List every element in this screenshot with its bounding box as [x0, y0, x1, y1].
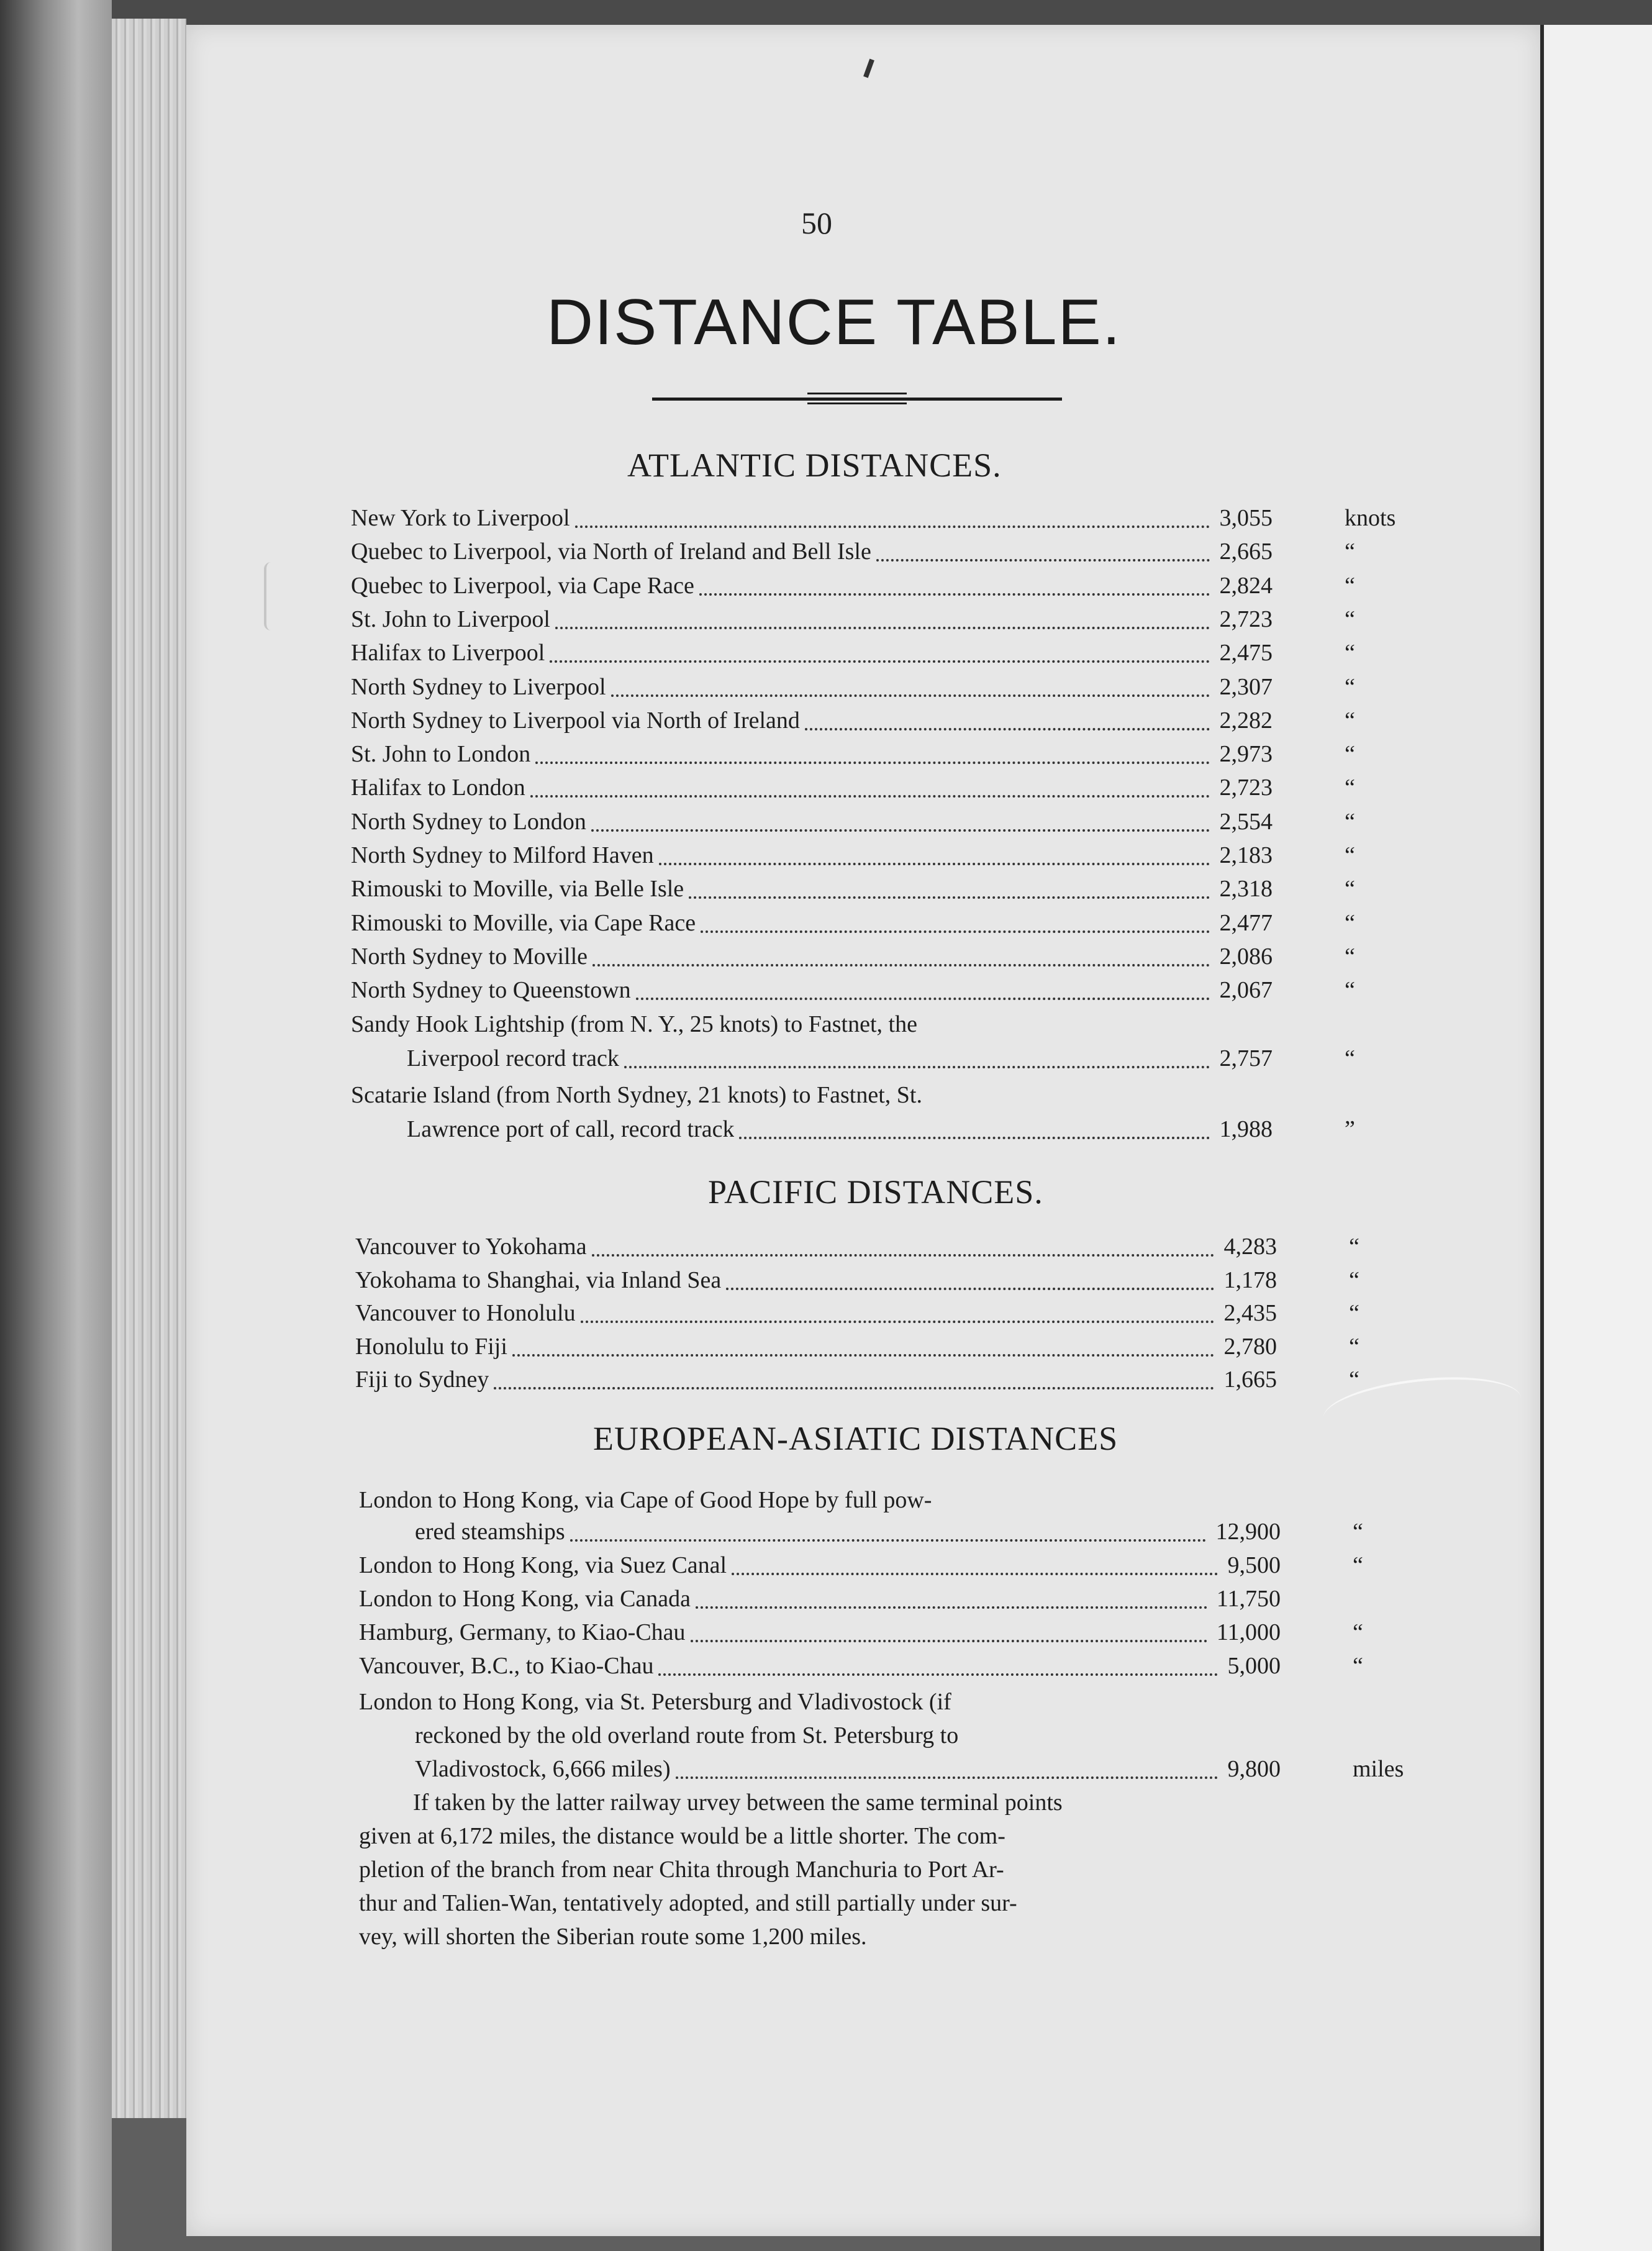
- pacific-row: [355, 1266, 1359, 1299]
- atlantic-row: [351, 943, 1355, 975]
- adjacent-page-strip: [1540, 25, 1652, 2251]
- distance-value: 12,900: [1215, 1519, 1281, 1545]
- atlantic-row: [351, 909, 1355, 942]
- distance-value: 2,554: [1219, 808, 1273, 835]
- route-name: North Sydney to Queenstown: [351, 977, 631, 1004]
- route-name: Lawrence port of call, record track: [407, 1116, 735, 1142]
- distance-unit: “: [1345, 775, 1355, 801]
- route-name: Vladivostock, 6,666 miles): [415, 1756, 671, 1782]
- distance-value: 2,723: [1219, 606, 1273, 632]
- distance-value: 2,282: [1219, 707, 1273, 734]
- route-name: North Sydney to Liverpool via North of Ireland: [351, 707, 800, 734]
- distance-value: 1,665: [1223, 1367, 1277, 1393]
- dot-leader: [535, 758, 1210, 764]
- route-name: North Sydney to London: [351, 808, 586, 835]
- note-line: vey, will shorten the Siberian route some 1,200 miles.: [359, 1924, 867, 1950]
- distance-value: 2,757: [1219, 1045, 1273, 1071]
- euro-asiatic-row: [359, 1552, 1363, 1584]
- dot-leader: [591, 825, 1210, 832]
- pacific-heading: PACIFIC DISTANCES.: [708, 1173, 1043, 1211]
- route-name: North Sydney to Milford Haven: [351, 842, 654, 868]
- euro-asiatic-heading: EUROPEAN-ASIATIC DISTANCES: [593, 1420, 1119, 1457]
- dot-leader: [726, 1284, 1214, 1290]
- distance-unit: “: [1345, 808, 1355, 835]
- note-line: given at 6,172 miles, the distance would be a little shorter. The com-: [359, 1823, 1005, 1849]
- dot-leader: [581, 1317, 1214, 1323]
- dot-leader: [592, 1250, 1214, 1257]
- distance-value: 2,086: [1219, 943, 1273, 970]
- distance-unit: “: [1349, 1333, 1359, 1360]
- dot-leader: [732, 1569, 1218, 1575]
- atlantic-row: [351, 774, 1355, 806]
- dot-leader: [659, 859, 1210, 865]
- dot-leader: [658, 1670, 1218, 1676]
- route-name: Honolulu to Fiji: [355, 1333, 507, 1360]
- scatarie-line1: Scatarie Island (from North Sydney, 21 knots) to Fastnet, St.: [351, 1082, 922, 1108]
- dot-leader: [592, 960, 1210, 966]
- title-rule: [652, 398, 1062, 422]
- dot-leader: [701, 927, 1210, 933]
- route-name: ered steamships: [415, 1519, 565, 1545]
- distance-unit: “: [1349, 1266, 1359, 1293]
- route-name: Quebec to Liverpool, via North of Ireland and Bell Isle: [351, 539, 871, 565]
- distance-unit: “: [1345, 943, 1355, 970]
- distance-unit: “: [1353, 1519, 1363, 1545]
- atlantic-row: [351, 808, 1355, 840]
- atlantic-row: [351, 976, 1355, 1009]
- euro-asiatic-row: [359, 1585, 1281, 1617]
- distance-unit: “: [1345, 673, 1355, 700]
- atlantic-row: [351, 875, 1355, 907]
- distance-unit: “: [1345, 741, 1355, 768]
- siberian-line1: London to Hong Kong, via St. Petersburg and Vladivostock (if: [359, 1689, 951, 1715]
- page-number: 50: [801, 206, 832, 240]
- distance-value: 11,750: [1216, 1586, 1281, 1612]
- dot-leader: [494, 1383, 1214, 1389]
- siberian-row: [359, 1755, 1404, 1788]
- atlantic-row: [351, 842, 1355, 874]
- distance-value: 11,000: [1216, 1619, 1281, 1645]
- scatarie-row: [351, 1116, 1355, 1148]
- atlantic-heading: ATLANTIC DISTANCES.: [627, 447, 1002, 484]
- atlantic-row: [351, 572, 1355, 604]
- distance-unit: “: [1349, 1300, 1359, 1326]
- atlantic-row: [351, 538, 1355, 570]
- dot-leader: [555, 623, 1210, 629]
- margin-mark: [264, 562, 278, 630]
- pacific-row: [355, 1333, 1359, 1365]
- distance-unit: “: [1349, 1367, 1359, 1393]
- distance-value: 2,973: [1219, 741, 1273, 768]
- route-name: Rimouski to Moville, via Cape Race: [351, 909, 696, 936]
- note-line: thur and Talien-Wan, tentatively adopted, and still partially under sur-: [359, 1890, 1017, 1916]
- route-name: Halifax to London: [351, 775, 525, 801]
- atlantic-row: [351, 707, 1355, 739]
- route-name: St. John to London: [351, 741, 531, 768]
- distance-unit: knots: [1345, 505, 1396, 531]
- route-name: Quebec to Liverpool, via Cape Race: [351, 572, 694, 599]
- euro-asiatic-row: [359, 1652, 1363, 1685]
- atlantic-row: [351, 606, 1355, 638]
- distance-value: 3,055: [1219, 505, 1273, 531]
- distance-value: 2,318: [1219, 876, 1273, 903]
- dot-leader: [575, 522, 1210, 528]
- scan-border-top: [0, 0, 1652, 25]
- route-name: Liverpool record track: [407, 1045, 619, 1071]
- distance-value: 2,307: [1219, 673, 1273, 700]
- distance-unit: “: [1345, 977, 1355, 1004]
- route-name: Fiji to Sydney: [355, 1367, 489, 1393]
- distance-value: 2,665: [1219, 539, 1273, 565]
- distance-unit: “: [1349, 1234, 1359, 1260]
- cape-row: [359, 1518, 1363, 1550]
- distance-unit: “: [1345, 842, 1355, 868]
- dot-leader: [611, 691, 1210, 697]
- route-name: North Sydney to Moville: [351, 943, 588, 970]
- atlantic-row: [351, 740, 1355, 773]
- route-name: St. John to Liverpool: [351, 606, 550, 632]
- dot-leader: [739, 1133, 1210, 1139]
- atlantic-row: [351, 673, 1355, 706]
- distance-unit: “: [1345, 1045, 1355, 1071]
- page-title: DISTANCE TABLE.: [547, 286, 1122, 358]
- distance-value: 4,283: [1223, 1234, 1277, 1260]
- distance-value: 2,824: [1219, 572, 1273, 599]
- book-page-edges: [112, 19, 186, 2118]
- dot-leader: [689, 893, 1210, 899]
- distance-value: 9,500: [1227, 1552, 1281, 1578]
- route-name: Rimouski to Moville, via Belle Isle: [351, 876, 684, 903]
- distance-unit: ”: [1345, 1116, 1355, 1142]
- distance-value: 2,067: [1219, 977, 1273, 1004]
- dot-leader: [691, 1636, 1207, 1642]
- route-name: New York to Liverpool: [351, 505, 570, 531]
- dot-leader: [550, 657, 1210, 663]
- sandy-hook-row: [351, 1045, 1355, 1077]
- route-name: London to Hong Kong, via Canada: [359, 1586, 691, 1612]
- atlantic-row: [351, 504, 1396, 537]
- distance-unit: “: [1345, 640, 1355, 666]
- distance-unit: “: [1345, 539, 1355, 565]
- siberian-line2: reckoned by the old overland route from St. Petersburg to: [415, 1722, 959, 1749]
- pacific-row: [355, 1233, 1359, 1265]
- route-name: Yokohama to Shanghai, via Inland Sea: [355, 1266, 722, 1293]
- distance-unit: miles: [1353, 1756, 1404, 1782]
- dot-leader: [636, 994, 1210, 1000]
- distance-unit: “: [1345, 572, 1355, 599]
- sandy-hook-line1: Sandy Hook Lightship (from N. Y., 25 knots) to Fastnet, the: [351, 1011, 917, 1037]
- dot-leader: [512, 1350, 1214, 1357]
- dot-leader: [699, 589, 1210, 596]
- dot-leader: [624, 1062, 1210, 1068]
- dot-leader: [530, 791, 1210, 798]
- distance-value: 2,780: [1223, 1333, 1277, 1360]
- distance-unit: “: [1353, 1552, 1363, 1578]
- distance-value: 2,183: [1219, 842, 1273, 868]
- distance-unit: “: [1345, 606, 1355, 632]
- cape-line1: London to Hong Kong, via Cape of Good Hope by full pow-: [359, 1487, 932, 1513]
- distance-value: 5,000: [1227, 1653, 1281, 1679]
- dot-leader: [876, 555, 1210, 562]
- atlantic-row: [351, 639, 1355, 671]
- distance-value: 9,800: [1227, 1756, 1281, 1782]
- distance-unit: “: [1345, 909, 1355, 936]
- route-name: Vancouver to Honolulu: [355, 1300, 576, 1326]
- distance-value: 2,475: [1219, 640, 1273, 666]
- scan-border-left: [0, 0, 112, 2251]
- distance-unit: “: [1345, 707, 1355, 734]
- distance-value: 2,477: [1219, 909, 1273, 936]
- route-name: London to Hong Kong, via Suez Canal: [359, 1552, 727, 1578]
- distance-value: 1,178: [1223, 1266, 1277, 1293]
- distance-unit: “: [1353, 1653, 1363, 1679]
- distance-value: 2,435: [1223, 1300, 1277, 1326]
- distance-value: 2,723: [1219, 775, 1273, 801]
- dot-leader: [676, 1773, 1218, 1779]
- dot-leader: [805, 724, 1210, 730]
- note-line: If taken by the latter railway urvey between the same terminal points: [413, 1789, 1063, 1816]
- dot-leader: [696, 1603, 1207, 1609]
- dot-leader: [570, 1535, 1206, 1542]
- distance-unit: “: [1353, 1619, 1363, 1645]
- pacific-row: [355, 1366, 1359, 1398]
- pacific-row: [355, 1299, 1359, 1332]
- distance-value: 1,988: [1219, 1116, 1273, 1142]
- euro-asiatic-row: [359, 1619, 1363, 1651]
- note-line: pletion of the branch from near Chita through Manchuria to Port Ar-: [359, 1857, 1004, 1883]
- route-name: Vancouver to Yokohama: [355, 1234, 587, 1260]
- distance-unit: “: [1345, 876, 1355, 903]
- route-name: North Sydney to Liverpool: [351, 673, 606, 700]
- route-name: Hamburg, Germany, to Kiao-Chau: [359, 1619, 686, 1645]
- route-name: Halifax to Liverpool: [351, 640, 545, 666]
- route-name: Vancouver, B.C., to Kiao-Chau: [359, 1653, 654, 1679]
